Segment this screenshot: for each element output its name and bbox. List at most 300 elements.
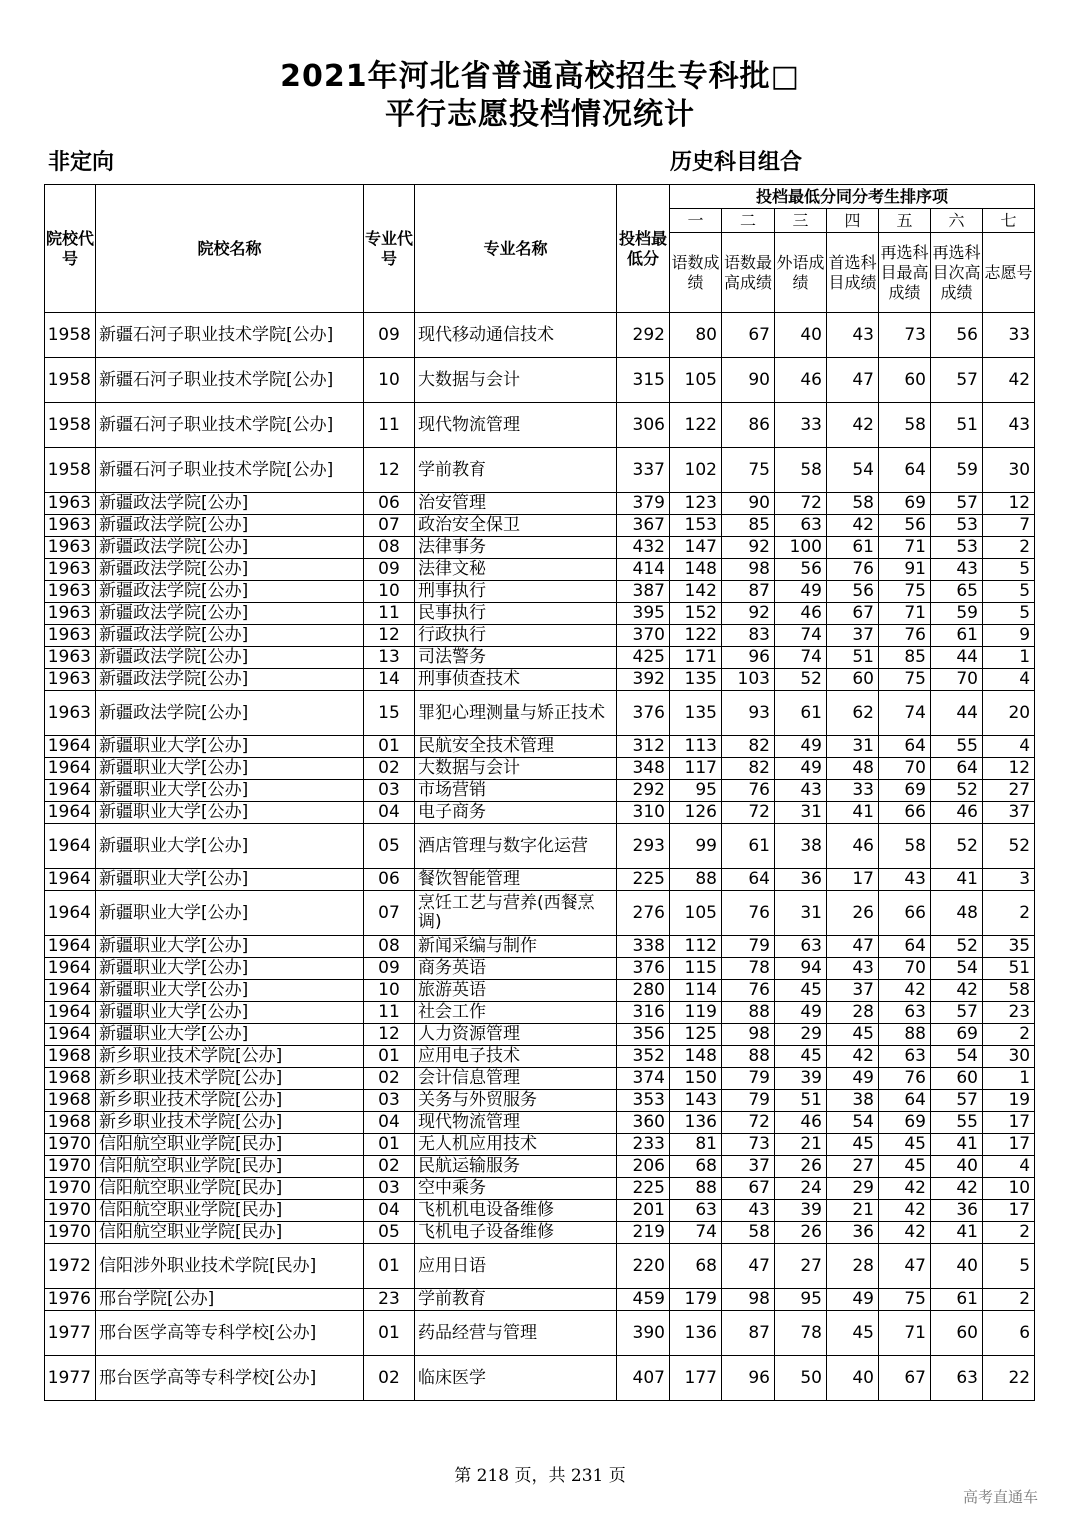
cell-major-name: 空中乘务 <box>415 1178 617 1200</box>
cell-rank-4: 47 <box>827 358 879 403</box>
cell-major-code: 06 <box>364 493 415 515</box>
subtitle-left: 非定向 <box>48 150 115 175</box>
cell-rank-5: 76 <box>879 625 931 647</box>
cell-min-score: 219 <box>617 1222 670 1244</box>
table-row <box>45 1024 1035 1046</box>
cell-rank-7: 30 <box>983 448 1035 493</box>
table-row <box>45 581 1035 603</box>
cell-rank-4: 46 <box>827 824 879 869</box>
cell-min-score: 370 <box>617 625 670 647</box>
cell-min-score: 387 <box>617 581 670 603</box>
cell-min-score: 376 <box>617 691 670 736</box>
cell-rank-1: 102 <box>670 448 722 493</box>
cell-rank-7: 9 <box>983 625 1035 647</box>
cell-rank-3: 21 <box>775 1134 827 1156</box>
cell-rank-5: 64 <box>879 1090 931 1112</box>
cell-major-name: 罪犯心理测量与矫正技术 <box>415 691 617 736</box>
cell-school-code: 1968 <box>45 1068 96 1090</box>
cell-rank-7: 52 <box>983 824 1035 869</box>
cell-rank-6: 43 <box>931 559 983 581</box>
cell-rank-4: 54 <box>827 1112 879 1134</box>
cell-major-name: 法律事务 <box>415 537 617 559</box>
cell-rank-6: 51 <box>931 403 983 448</box>
cell-rank-2: 43 <box>722 1200 775 1222</box>
cell-rank-2: 78 <box>722 958 775 980</box>
cell-major-code: 14 <box>364 669 415 691</box>
cell-rank-7: 2 <box>983 1289 1035 1311</box>
cell-school-name: 新疆政法学院[公办] <box>96 603 364 625</box>
cell-rank-5: 42 <box>879 1222 931 1244</box>
cell-school-code: 1963 <box>45 559 96 581</box>
cell-rank-2: 79 <box>722 1090 775 1112</box>
cell-rank-4: 54 <box>827 448 879 493</box>
cell-major-name: 药品经营与管理 <box>415 1311 617 1356</box>
cell-school-name: 信阳航空职业学院[民办] <box>96 1222 364 1244</box>
cell-rank-2: 67 <box>722 313 775 358</box>
cell-rank-1: 125 <box>670 1024 722 1046</box>
cell-rank-5: 64 <box>879 936 931 958</box>
cell-rank-3: 63 <box>775 515 827 537</box>
cell-rank-7: 35 <box>983 936 1035 958</box>
cell-rank-3: 51 <box>775 1090 827 1112</box>
cell-major-name: 应用电子技术 <box>415 1046 617 1068</box>
cell-school-name: 新疆职业大学[公办] <box>96 1024 364 1046</box>
cell-school-name: 新疆石河子职业技术学院[公办] <box>96 448 364 493</box>
cell-rank-4: 42 <box>827 1046 879 1068</box>
cell-min-score: 292 <box>617 313 670 358</box>
cell-school-name: 信阳航空职业学院[民办] <box>96 1156 364 1178</box>
cell-school-code: 1964 <box>45 936 96 958</box>
cell-major-code: 04 <box>364 1112 415 1134</box>
cell-rank-1: 177 <box>670 1356 722 1401</box>
cell-major-code: 10 <box>364 980 415 1002</box>
cell-rank-1: 88 <box>670 869 722 891</box>
table-row <box>45 1178 1035 1200</box>
cell-rank-1: 74 <box>670 1222 722 1244</box>
cell-rank-7: 4 <box>983 736 1035 758</box>
cell-rank-5: 75 <box>879 1289 931 1311</box>
cell-rank-6: 52 <box>931 936 983 958</box>
cell-min-score: 407 <box>617 1356 670 1401</box>
cell-major-name: 政治安全保卫 <box>415 515 617 537</box>
cell-rank-2: 92 <box>722 537 775 559</box>
cell-rank-4: 33 <box>827 780 879 802</box>
cell-major-name: 旅游英语 <box>415 980 617 1002</box>
cell-school-code: 1958 <box>45 313 96 358</box>
cell-min-score: 225 <box>617 1178 670 1200</box>
cell-rank-4: 29 <box>827 1178 879 1200</box>
cell-rank-1: 114 <box>670 980 722 1002</box>
cell-rank-7: 1 <box>983 647 1035 669</box>
cell-major-name: 民航安全技术管理 <box>415 736 617 758</box>
cell-major-name: 电子商务 <box>415 802 617 824</box>
cell-school-code: 1970 <box>45 1222 96 1244</box>
cell-rank-5: 60 <box>879 358 931 403</box>
cell-major-code: 03 <box>364 1090 415 1112</box>
cell-school-code: 1964 <box>45 980 96 1002</box>
cell-rank-6: 60 <box>931 1068 983 1090</box>
cell-rank-5: 42 <box>879 980 931 1002</box>
cell-school-name: 新乡职业技术学院[公办] <box>96 1090 364 1112</box>
cell-school-code: 1963 <box>45 581 96 603</box>
cell-school-name: 新疆政法学院[公办] <box>96 691 364 736</box>
cell-rank-7: 10 <box>983 1178 1035 1200</box>
cell-rank-3: 95 <box>775 1289 827 1311</box>
cell-rank-6: 60 <box>931 1311 983 1356</box>
cell-rank-6: 69 <box>931 1024 983 1046</box>
cell-school-code: 1963 <box>45 493 96 515</box>
cell-rank-6: 48 <box>931 891 983 936</box>
header-school-name: 院校名称 <box>96 185 364 313</box>
cell-school-code: 1958 <box>45 358 96 403</box>
cell-rank-5: 58 <box>879 403 931 448</box>
cell-rank-6: 36 <box>931 1200 983 1222</box>
cell-rank-7: 17 <box>983 1200 1035 1222</box>
cell-rank-3: 56 <box>775 559 827 581</box>
cell-rank-5: 75 <box>879 581 931 603</box>
cell-rank-3: 46 <box>775 358 827 403</box>
cell-rank-3: 49 <box>775 758 827 780</box>
page-title-line1: 2021年河北省普通高校招生专科批□ <box>280 59 800 94</box>
cell-rank-4: 37 <box>827 625 879 647</box>
cell-rank-7: 42 <box>983 358 1035 403</box>
table-row <box>45 824 1035 869</box>
cell-school-name: 邢台医学高等专科学校[公办] <box>96 1311 364 1356</box>
cell-min-score: 379 <box>617 493 670 515</box>
table-row <box>45 403 1035 448</box>
cell-major-code: 03 <box>364 1178 415 1200</box>
cell-school-name: 新疆职业大学[公办] <box>96 980 364 1002</box>
page-title-line2: 平行志愿投档情况统计 <box>385 97 695 132</box>
cell-rank-5: 91 <box>879 559 931 581</box>
cell-min-score: 225 <box>617 869 670 891</box>
cell-major-code: 15 <box>364 691 415 736</box>
cell-school-name: 新疆政法学院[公办] <box>96 669 364 691</box>
watermark: 高考直通车 <box>963 1488 1039 1506</box>
table-row <box>45 780 1035 802</box>
cell-rank-4: 42 <box>827 403 879 448</box>
table-row <box>45 736 1035 758</box>
cell-rank-1: 150 <box>670 1068 722 1090</box>
cell-rank-1: 122 <box>670 625 722 647</box>
cell-min-score: 233 <box>617 1134 670 1156</box>
table-row <box>45 758 1035 780</box>
cell-school-code: 1964 <box>45 802 96 824</box>
cell-rank-4: 17 <box>827 869 879 891</box>
cell-rank-3: 49 <box>775 581 827 603</box>
cell-rank-2: 93 <box>722 691 775 736</box>
cell-rank-2: 37 <box>722 1156 775 1178</box>
cell-min-score: 315 <box>617 358 670 403</box>
table-row <box>45 869 1035 891</box>
cell-rank-3: 61 <box>775 691 827 736</box>
cell-major-code: 01 <box>364 736 415 758</box>
cell-rank-6: 59 <box>931 603 983 625</box>
cell-rank-1: 153 <box>670 515 722 537</box>
cell-rank-2: 64 <box>722 869 775 891</box>
cell-rank-5: 64 <box>879 736 931 758</box>
cell-school-code: 1976 <box>45 1289 96 1311</box>
cell-school-code: 1968 <box>45 1112 96 1134</box>
header-min-score: 投档最低分 <box>617 185 670 313</box>
cell-rank-5: 70 <box>879 758 931 780</box>
cell-rank-6: 63 <box>931 1356 983 1401</box>
cell-school-name: 新疆政法学院[公办] <box>96 515 364 537</box>
cell-rank-6: 41 <box>931 1134 983 1156</box>
table-row <box>45 559 1035 581</box>
cell-min-score: 280 <box>617 980 670 1002</box>
cell-rank-6: 46 <box>931 802 983 824</box>
cell-rank-5: 74 <box>879 691 931 736</box>
cell-min-score: 293 <box>617 824 670 869</box>
cell-rank-3: 31 <box>775 802 827 824</box>
cell-rank-1: 80 <box>670 313 722 358</box>
cell-rank-1: 148 <box>670 559 722 581</box>
table-row <box>45 1068 1035 1090</box>
cell-school-name: 新疆职业大学[公办] <box>96 736 364 758</box>
table-row <box>45 1046 1035 1068</box>
header-rank-group: 投档最低分同分考生排序项 <box>670 185 1035 209</box>
cell-major-name: 无人机应用技术 <box>415 1134 617 1156</box>
cell-rank-3: 45 <box>775 980 827 1002</box>
cell-rank-5: 47 <box>879 1244 931 1289</box>
cell-rank-2: 72 <box>722 1112 775 1134</box>
cell-school-name: 新疆政法学院[公办] <box>96 559 364 581</box>
cell-school-name: 新疆职业大学[公办] <box>96 891 364 936</box>
cell-major-name: 烹饪工艺与营养(西餐烹调) <box>415 891 617 936</box>
cell-min-score: 414 <box>617 559 670 581</box>
cell-major-code: 01 <box>364 1134 415 1156</box>
cell-rank-3: 100 <box>775 537 827 559</box>
cell-major-code: 11 <box>364 403 415 448</box>
header-rank-name-3: 外语成绩 <box>775 233 827 313</box>
cell-major-code: 10 <box>364 358 415 403</box>
cell-rank-1: 99 <box>670 824 722 869</box>
cell-rank-3: 58 <box>775 448 827 493</box>
header-rank-6: 六 <box>931 209 983 233</box>
cell-school-code: 1970 <box>45 1178 96 1200</box>
cell-school-name: 新疆石河子职业技术学院[公办] <box>96 313 364 358</box>
cell-min-score: 360 <box>617 1112 670 1134</box>
cell-min-score: 395 <box>617 603 670 625</box>
cell-rank-6: 59 <box>931 448 983 493</box>
cell-school-name: 新疆职业大学[公办] <box>96 758 364 780</box>
cell-major-code: 11 <box>364 603 415 625</box>
cell-school-name: 邢台学院[公办] <box>96 1289 364 1311</box>
table-row <box>45 515 1035 537</box>
cell-rank-5: 69 <box>879 493 931 515</box>
cell-rank-5: 66 <box>879 802 931 824</box>
cell-min-score: 352 <box>617 1046 670 1068</box>
cell-rank-7: 17 <box>983 1134 1035 1156</box>
cell-school-code: 1964 <box>45 736 96 758</box>
page-footer: 第 218 页，共 231 页 <box>454 1466 626 1486</box>
table-row <box>45 1356 1035 1401</box>
cell-min-score: 337 <box>617 448 670 493</box>
cell-major-code: 08 <box>364 936 415 958</box>
cell-min-score: 206 <box>617 1156 670 1178</box>
cell-rank-5: 69 <box>879 1112 931 1134</box>
cell-rank-2: 92 <box>722 603 775 625</box>
cell-rank-5: 66 <box>879 891 931 936</box>
cell-rank-3: 52 <box>775 669 827 691</box>
cell-rank-1: 179 <box>670 1289 722 1311</box>
cell-rank-6: 57 <box>931 493 983 515</box>
cell-rank-7: 5 <box>983 581 1035 603</box>
table-row <box>45 448 1035 493</box>
cell-rank-7: 4 <box>983 1156 1035 1178</box>
cell-rank-5: 58 <box>879 824 931 869</box>
cell-rank-4: 27 <box>827 1156 879 1178</box>
cell-rank-1: 148 <box>670 1046 722 1068</box>
cell-school-code: 1958 <box>45 403 96 448</box>
cell-rank-5: 71 <box>879 1311 931 1356</box>
cell-rank-6: 52 <box>931 824 983 869</box>
cell-rank-6: 64 <box>931 758 983 780</box>
table-row <box>45 691 1035 736</box>
table-row <box>45 1222 1035 1244</box>
table-body <box>45 313 1035 1401</box>
cell-min-score: 292 <box>617 780 670 802</box>
table-row <box>45 980 1035 1002</box>
cell-rank-5: 70 <box>879 958 931 980</box>
cell-rank-6: 41 <box>931 869 983 891</box>
cell-rank-2: 88 <box>722 1046 775 1068</box>
cell-min-score: 201 <box>617 1200 670 1222</box>
cell-rank-4: 76 <box>827 559 879 581</box>
header-rank-1: 一 <box>670 209 722 233</box>
header-rank-name-4: 首选科目成绩 <box>827 233 879 313</box>
cell-rank-6: 61 <box>931 625 983 647</box>
cell-rank-7: 5 <box>983 559 1035 581</box>
cell-major-code: 09 <box>364 559 415 581</box>
cell-rank-3: 49 <box>775 1002 827 1024</box>
header-rank-name-2: 语数最高成绩 <box>722 233 775 313</box>
table-row <box>45 891 1035 936</box>
cell-rank-5: 42 <box>879 1178 931 1200</box>
cell-major-code: 04 <box>364 1200 415 1222</box>
cell-rank-3: 29 <box>775 1024 827 1046</box>
cell-school-code: 1963 <box>45 515 96 537</box>
cell-rank-7: 5 <box>983 603 1035 625</box>
table-row <box>45 1112 1035 1134</box>
cell-school-name: 邢台医学高等专科学校[公办] <box>96 1356 364 1401</box>
cell-min-score: 348 <box>617 758 670 780</box>
cell-rank-3: 74 <box>775 647 827 669</box>
header-rank-name-7: 志愿号 <box>983 233 1035 313</box>
cell-rank-4: 67 <box>827 603 879 625</box>
cell-rank-4: 47 <box>827 936 879 958</box>
cell-rank-2: 88 <box>722 1002 775 1024</box>
cell-rank-2: 79 <box>722 936 775 958</box>
table-row <box>45 1002 1035 1024</box>
table-row <box>45 537 1035 559</box>
cell-rank-1: 113 <box>670 736 722 758</box>
cell-school-code: 1970 <box>45 1134 96 1156</box>
cell-rank-2: 79 <box>722 1068 775 1090</box>
cell-rank-3: 39 <box>775 1068 827 1090</box>
cell-rank-5: 69 <box>879 780 931 802</box>
cell-rank-3: 94 <box>775 958 827 980</box>
cell-rank-6: 55 <box>931 1112 983 1134</box>
cell-rank-4: 37 <box>827 980 879 1002</box>
cell-rank-2: 85 <box>722 515 775 537</box>
cell-rank-7: 51 <box>983 958 1035 980</box>
cell-major-name: 应用日语 <box>415 1244 617 1289</box>
cell-school-name: 新疆政法学院[公办] <box>96 647 364 669</box>
cell-rank-2: 76 <box>722 780 775 802</box>
cell-major-name: 餐饮智能管理 <box>415 869 617 891</box>
cell-school-name: 新乡职业技术学院[公办] <box>96 1068 364 1090</box>
cell-rank-2: 90 <box>722 358 775 403</box>
cell-major-name: 大数据与会计 <box>415 758 617 780</box>
cell-min-score: 432 <box>617 537 670 559</box>
cell-rank-4: 49 <box>827 1289 879 1311</box>
cell-rank-7: 2 <box>983 1024 1035 1046</box>
cell-rank-2: 58 <box>722 1222 775 1244</box>
cell-major-code: 13 <box>364 647 415 669</box>
cell-rank-6: 57 <box>931 358 983 403</box>
cell-school-name: 新乡职业技术学院[公办] <box>96 1112 364 1134</box>
cell-rank-6: 53 <box>931 515 983 537</box>
cell-rank-6: 61 <box>931 1289 983 1311</box>
header-rank-2: 二 <box>722 209 775 233</box>
table-row <box>45 493 1035 515</box>
cell-school-code: 1977 <box>45 1311 96 1356</box>
cell-rank-2: 96 <box>722 1356 775 1401</box>
cell-rank-3: 38 <box>775 824 827 869</box>
cell-school-name: 新疆职业大学[公办] <box>96 958 364 980</box>
cell-rank-3: 26 <box>775 1156 827 1178</box>
cell-school-name: 新疆政法学院[公办] <box>96 537 364 559</box>
cell-major-code: 12 <box>364 625 415 647</box>
cell-min-score: 316 <box>617 1002 670 1024</box>
cell-major-name: 人力资源管理 <box>415 1024 617 1046</box>
cell-major-name: 学前教育 <box>415 1289 617 1311</box>
cell-min-score: 392 <box>617 669 670 691</box>
cell-rank-4: 58 <box>827 493 879 515</box>
cell-rank-1: 105 <box>670 358 722 403</box>
cell-rank-1: 136 <box>670 1112 722 1134</box>
cell-rank-3: 27 <box>775 1244 827 1289</box>
cell-school-code: 1970 <box>45 1200 96 1222</box>
cell-rank-6: 57 <box>931 1090 983 1112</box>
cell-major-name: 民事执行 <box>415 603 617 625</box>
cell-rank-2: 87 <box>722 1311 775 1356</box>
cell-rank-7: 12 <box>983 758 1035 780</box>
cell-rank-1: 68 <box>670 1156 722 1178</box>
header-rank-4: 四 <box>827 209 879 233</box>
cell-rank-1: 152 <box>670 603 722 625</box>
cell-school-code: 1970 <box>45 1156 96 1178</box>
cell-rank-3: 33 <box>775 403 827 448</box>
cell-major-code: 08 <box>364 537 415 559</box>
cell-rank-6: 44 <box>931 647 983 669</box>
cell-major-name: 临床医学 <box>415 1356 617 1401</box>
cell-rank-4: 38 <box>827 1090 879 1112</box>
cell-rank-7: 58 <box>983 980 1035 1002</box>
cell-rank-7: 2 <box>983 891 1035 936</box>
cell-rank-4: 43 <box>827 313 879 358</box>
cell-rank-1: 112 <box>670 936 722 958</box>
cell-rank-6: 56 <box>931 313 983 358</box>
cell-school-name: 新疆职业大学[公办] <box>96 802 364 824</box>
cell-min-score: 390 <box>617 1311 670 1356</box>
cell-major-name: 酒店管理与数字化运营 <box>415 824 617 869</box>
cell-major-name: 行政执行 <box>415 625 617 647</box>
cell-rank-5: 43 <box>879 869 931 891</box>
subtitle-right: 历史科目组合 <box>670 150 803 175</box>
